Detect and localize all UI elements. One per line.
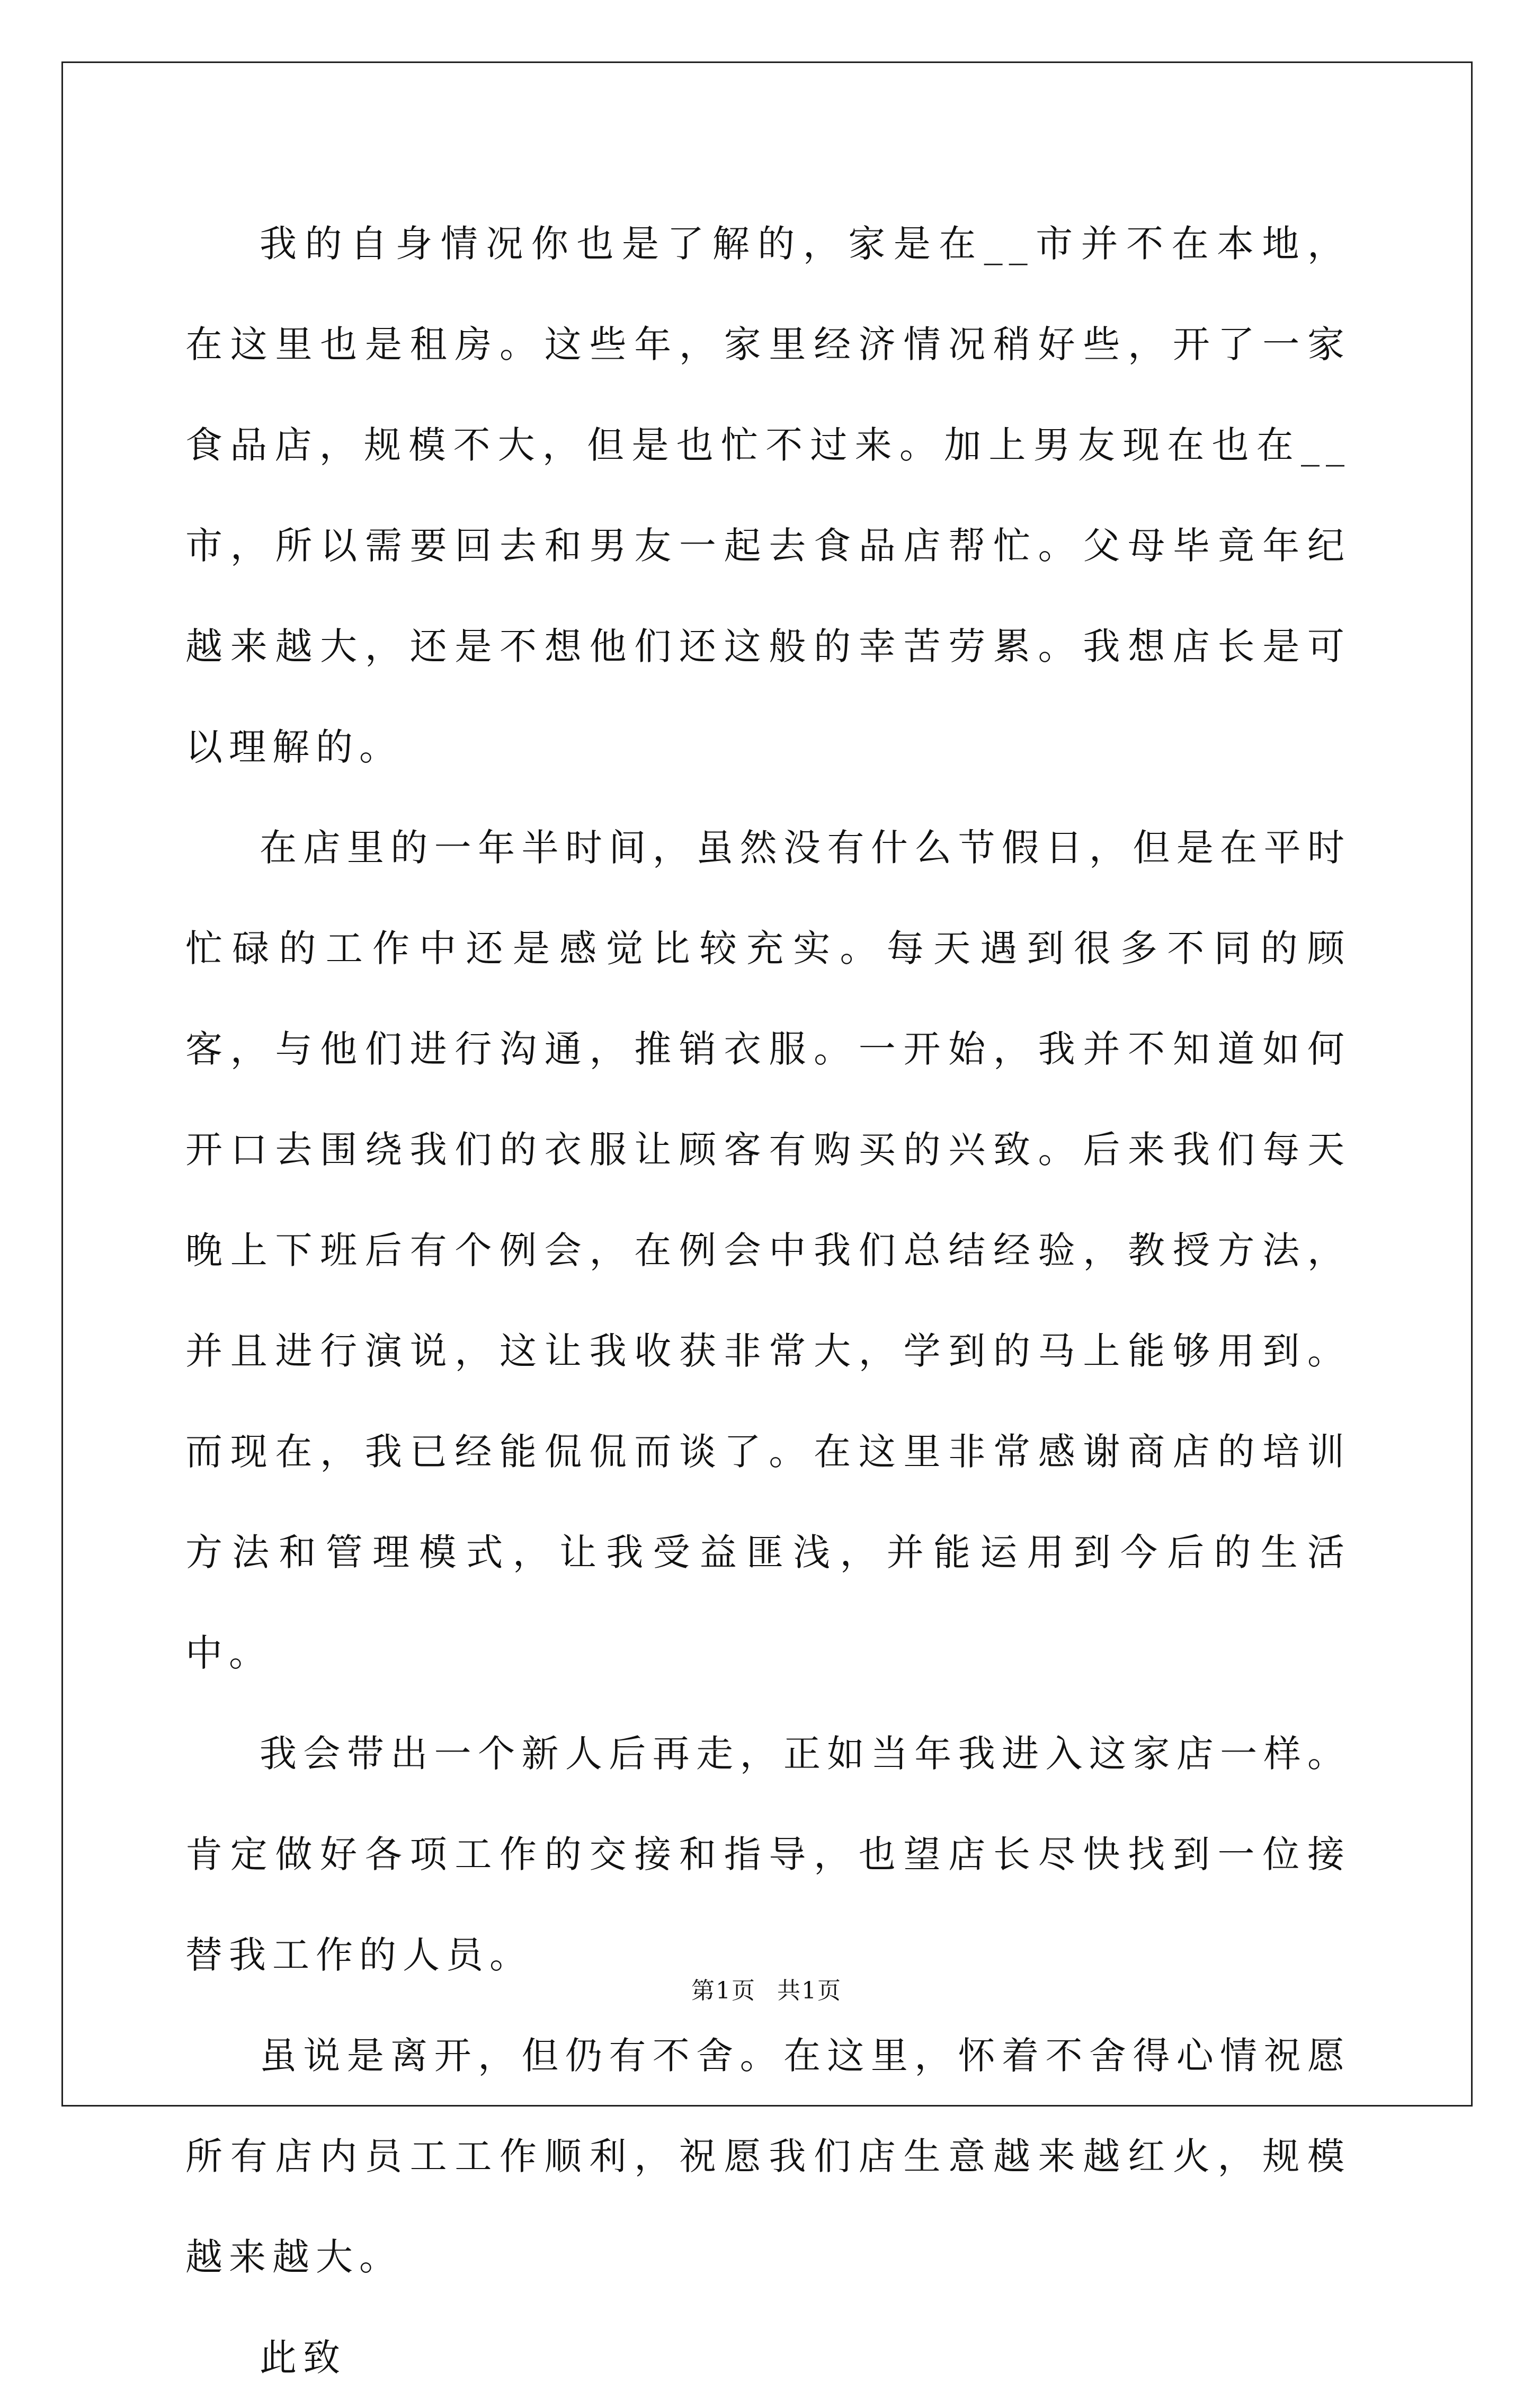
- page-footer: [0, 1975, 1533, 2007]
- page-number: 第1页: [691, 1977, 756, 2004]
- closing-salutation: 此致: [260, 2336, 346, 2379]
- paragraph-1: 我的自身情况你也是了解的，家是在__市并不在本地，在这里也是租房。这些年，家里经济情况稍好些，开了一家食品店，规模不大，但是也忙不过来。加上男友现在也在__市，所以需要回去和男友一起去食品店帮忙。父母毕竟年纪越来越大，还是不想他们还这般的幸苦劳累。我想店长是可以理解的。: [185, 222, 1351, 769]
- paragraph-2: 在店里的一年半时间，虽然没有什么节假日，但是在平时忙碌的工作中还是感觉比较充实。每天遇到很多不同的顾客，与他们进行沟通，推销衣服。一开始，我并不知道如何开口去围绕我们的衣服让顾客有购买的兴致。后来我们每天晚上下班后有个例会，在例会中我们总结经验，教授方法，并且进行演说，这让我收获非常大，学到的马上能够用到。而现在，我已经能侃侃而谈了。在这里非常感谢商店的培训方法和管理模式，让我受益匪浅，并能运用到今后的生活中。: [185, 826, 1351, 1675]
- paragraph-4: 虽说是离开，但仍有不舍。在这里，怀着不舍得心情祝愿所有店内员工工作顺利，祝愿我们店生意越来越红火，规模越来越大。: [185, 2034, 1351, 2279]
- document-body: [185, 193, 1351, 2408]
- paragraph-3: 我会带出一个新人后再走，正如当年我进入这家店一样。肯定做好各项工作的交接和指导，也望店长尽快找到一位接替我工作的人员。: [185, 1732, 1351, 1977]
- page-count: 共1页: [777, 1977, 842, 2004]
